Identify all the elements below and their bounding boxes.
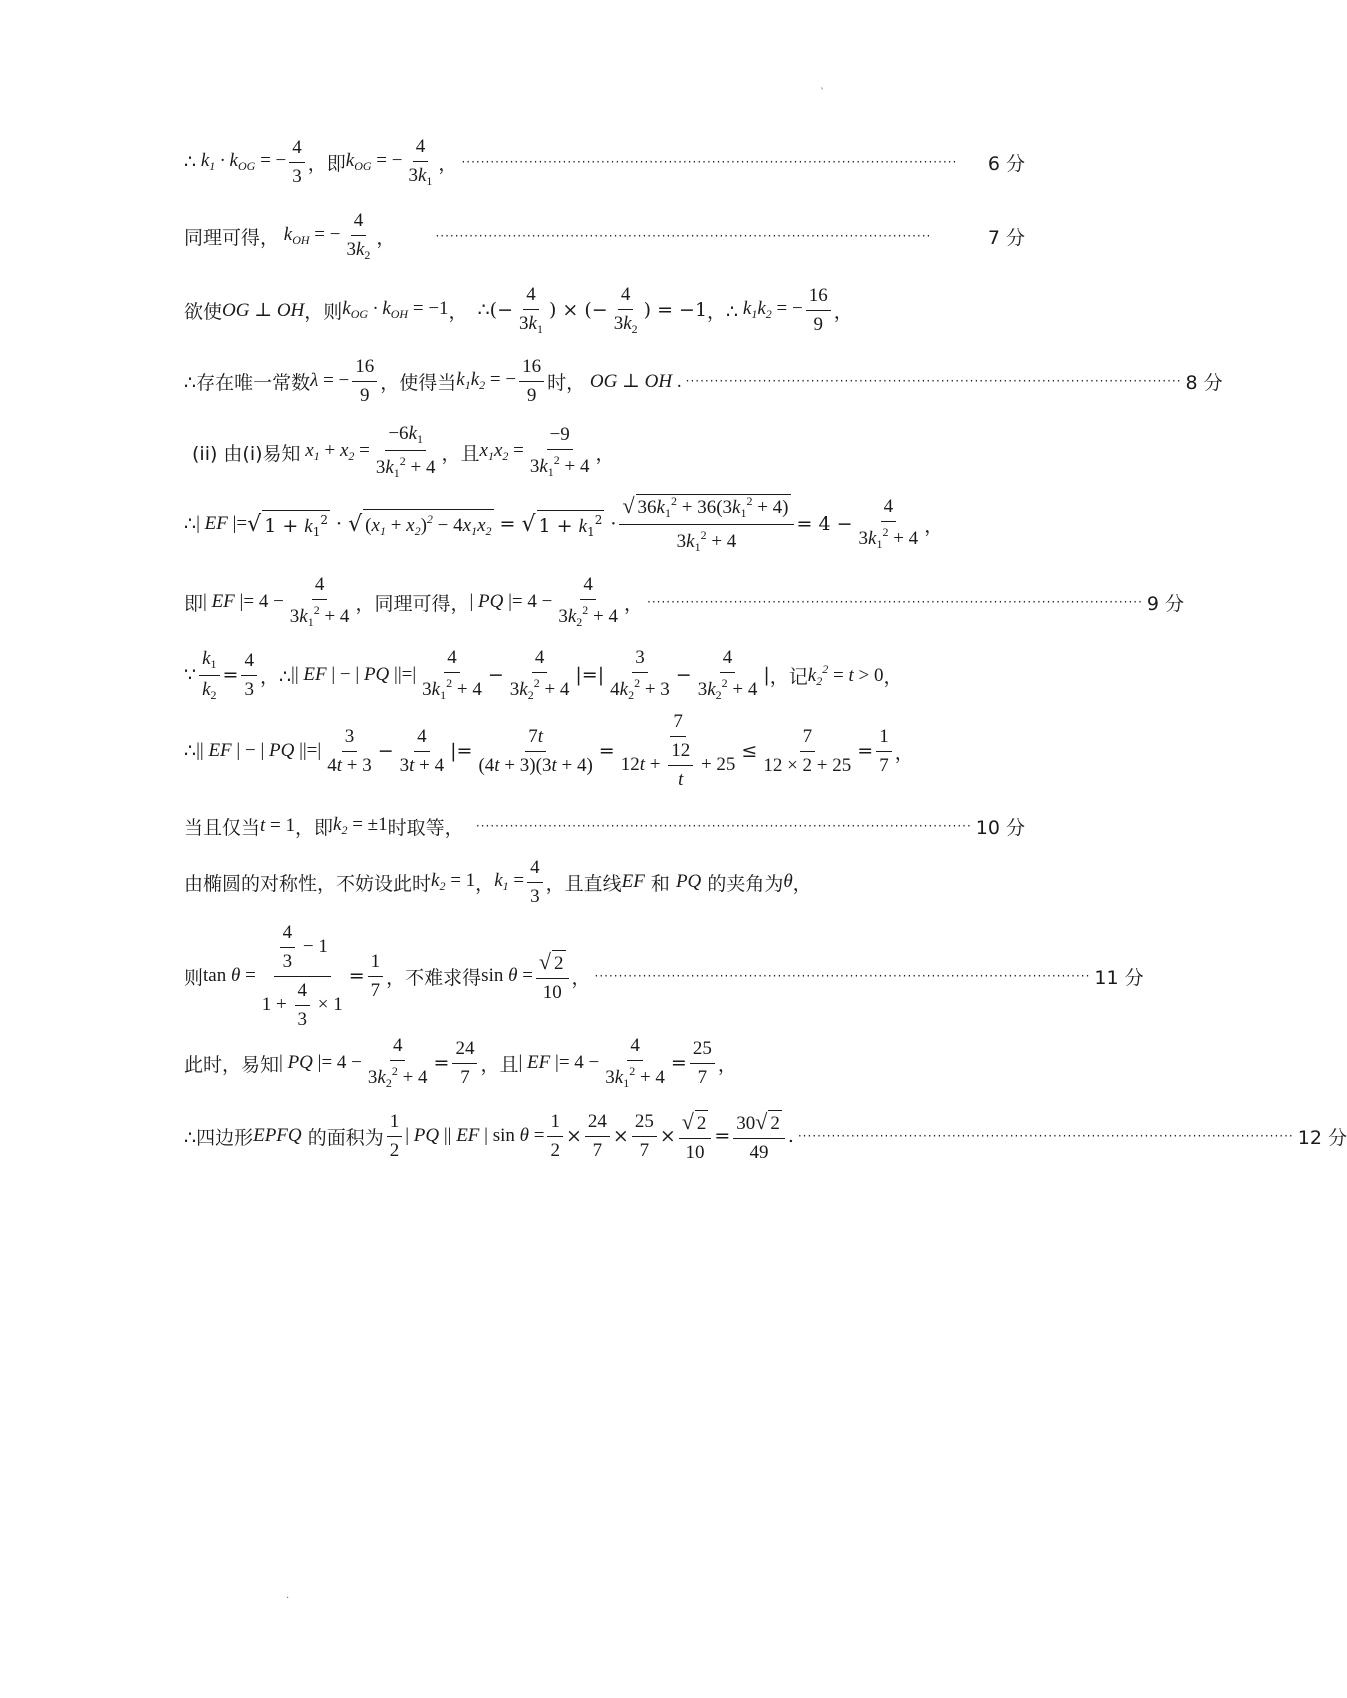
dot-leader: ······································································································· bbox=[461, 155, 958, 169]
dot-leader: ······································································································· bbox=[435, 229, 932, 243]
score-mark: 11 分 bbox=[1094, 966, 1144, 989]
step-line-1: ∴ $k_1 \cdot k_{OG}$ = − $\frac{4}{3}$ ，即 $k_{OG}$ = − $\frac{4}{3k_1}$ ， ······································································································· 6 分 bbox=[184, 135, 1025, 188]
step-line-7: 即 | EF |= 4 − $\frac{4}{3k_1^2 + 4}$ ，同理可得， | PQ |= 4 − $\frac{4}{3k_2^2 + 4}$ ， ······································································································· 9 分 bbox=[184, 574, 1185, 629]
score-mark: 7 分 bbox=[987, 226, 1025, 249]
step-line-2: 同理可得， $k_{OH}$ = − $\frac{4}{3k_2}$ ， ······································································································· 7 分 bbox=[184, 209, 1025, 262]
step-line-11: 由椭圆的对称性，不妨设此时 $k_2 = 1$ ， $k_1$ = $\frac{4}{3}$ ，且直线 EF 和 PQ 的夹角为 θ ， bbox=[184, 856, 812, 907]
step-line-9: ∴ || EF | − | PQ ||=| $\frac{3}{4t + 3}$ − $\frac{4}{3t + 4}$ |= $\frac{7t}{(4t + 3)(3t + 4)}$ = 7 12t + $\frac{12}{t}$ + 25 ≤ $\frac{7}{12 \times 2 + 25}$ = $\frac{1}{7}$ ， bbox=[184, 711, 914, 790]
score-mark: 12 分 bbox=[1297, 1126, 1347, 1149]
dot-leader: ······································································································· bbox=[797, 1129, 1294, 1143]
score-mark: 9 分 bbox=[1146, 592, 1185, 615]
therefore-symbol: ∴ bbox=[184, 151, 197, 173]
dot-leader: ······································································································· bbox=[685, 374, 1182, 388]
dot-leader: ······································································································· bbox=[647, 595, 1143, 609]
score-mark: 8 分 bbox=[1185, 371, 1223, 394]
step-line-4: ∴存在唯一常数 λ = − $\frac{16}{9}$ ，使得当 $k_1k_2$ = − $\frac{16}{9}$ 时， OG ⊥ OH . ······································································································· 8 分 bbox=[184, 355, 1223, 406]
step-line-10: 当且仅当 t = 1 ，即 $k_2 = \pm 1$ 时取等， ······································································································· 10 分 bbox=[184, 814, 1025, 839]
score-mark: 10 分 bbox=[975, 816, 1025, 839]
step-line-12: 则 tan θ = $\frac{4}{3}$ − 1 1 + $\frac{4}{3}$ × 1 = $\frac{1}{7}$ ，不难求得 sin θ = $\frac{√ 2}{10}$ ， ······································································································· 11 分 bbox=[184, 921, 1144, 1030]
step-line-13: 此时，易知 | PQ |= 4 − $\frac{4}{3k_2^2 + 4}$ = $\frac{24}{7}$ ，且 | EF |= 4 − $\frac{4}{3k_1^2 + 4}$ = $\frac{25}{7}$ ， bbox=[184, 1035, 737, 1090]
step-line-6: ∴ | EF |= √ $1 + k_1^2$ · √ $(x_1 + x_2)^2 - 4x_1x_2$ = √ $1 + k_1^2$ · $\frac{√ 36k_1^2 + 36(3k_1^2 + 4)}{3k_1^2 + 4}$ = 4 − $\frac{4}{3k_1^2 + 4}$ ， bbox=[184, 493, 944, 554]
fraction: $\frac{4}{3}$ bbox=[289, 137, 305, 188]
dot-leader: ······································································································· bbox=[594, 969, 1091, 983]
corner-mark: ` bbox=[820, 88, 825, 99]
bottom-mark: . bbox=[286, 1590, 290, 1601]
score-mark: 6 分 bbox=[987, 152, 1025, 175]
step-line-14: ∴四边形 EPFQ 的面积为 $\frac{1}{2}$ | PQ || EF | sin θ = $\frac{1}{2}$ × $\frac{24}{7}$ × $\frac{25}{7}$ × $\frac{√ 2}{10}$ = $\frac{30√ 2}{49}$ . ······································································································· 12 分 bbox=[184, 1108, 1347, 1163]
step-line-3: 欲使 OG ⊥ OH ，则 $k_{OG} \cdot k_{OH} = -1$ ， ∴ (− $\frac{4}{3k_1}$ ) × (− $\frac{4}{3k_2}$ ) = −1 ，∴ $k_1k_2$ = − $\frac{16}{9}$ ， bbox=[184, 283, 853, 336]
step-line-8: ∵ $\frac{k_1}{k_2}$ = $\frac{4}{3}$ ，∴ || EF | − | PQ ||=| $\frac{4}{3k_1^2 + 4}$ − $\frac{4}{3k_2^2 + 4}$ |=| $\frac{3}{4k_2^2 + 3}$ − $\frac{4}{3k_2^2 + 4}$ | ，记 $k_2^2 = t > 0$ ， bbox=[184, 647, 903, 702]
step-line-5: (ii) 由(i)易知 $x_1 + x_2$ = $\frac{-6k_1}{3k_1^2 + 4}$ ，且 $x_1x_2$ = $\frac{-9}{3k_1^2 + 4}$ ， bbox=[192, 423, 615, 480]
dot-leader: ······································································································· bbox=[475, 819, 972, 833]
